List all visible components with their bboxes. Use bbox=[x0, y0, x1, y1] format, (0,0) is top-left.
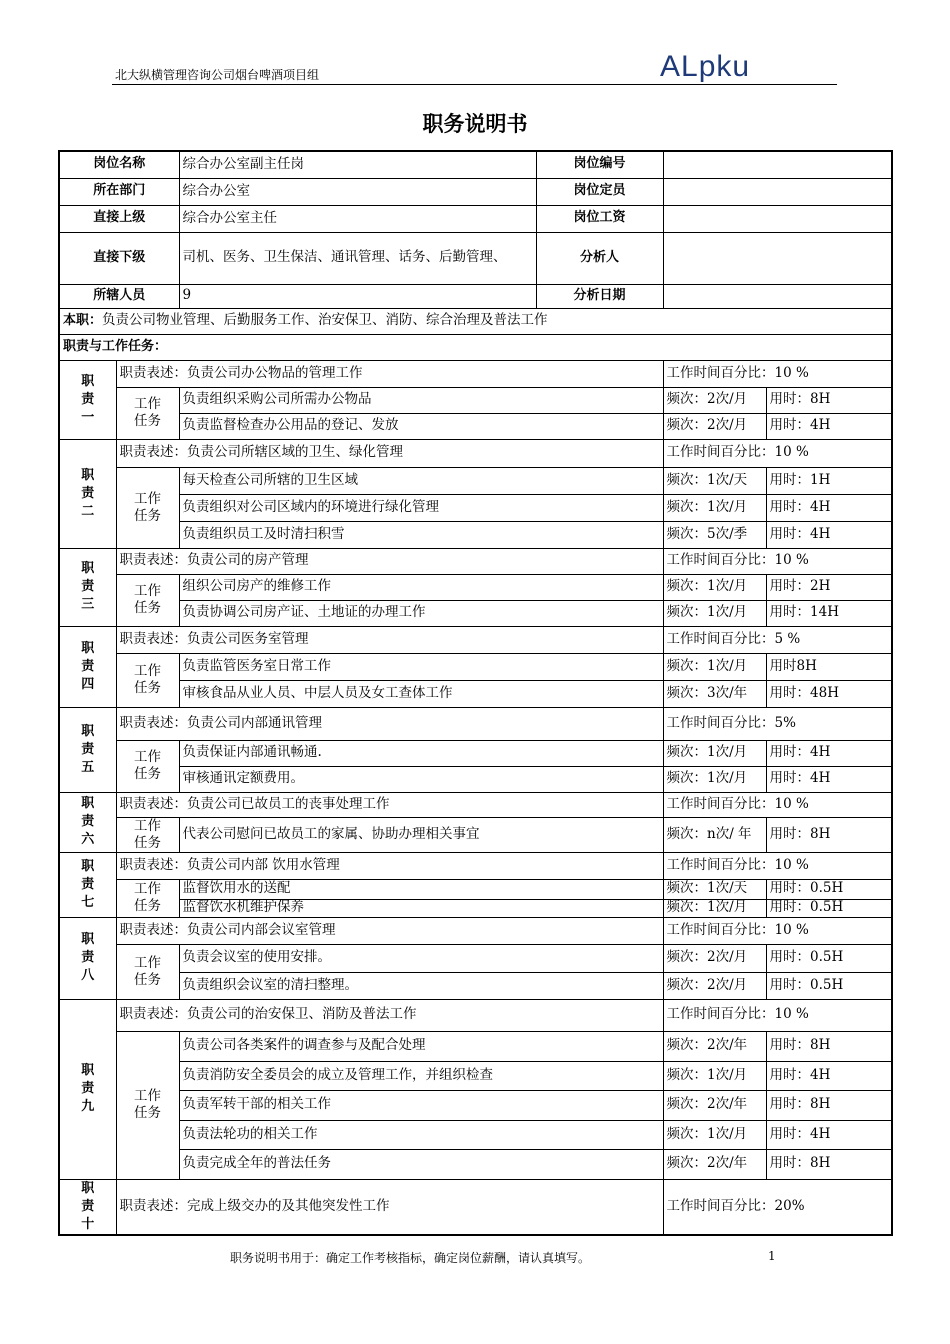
task-text: 每天检查公司所辖的卫生区域 bbox=[179, 467, 663, 494]
duty-description: 职责表述：负责公司内部会议室管理 bbox=[116, 917, 663, 944]
task-text: 负责保证内部通讯畅通. bbox=[179, 740, 663, 766]
duty-label bbox=[59, 852, 116, 917]
info-row bbox=[59, 284, 892, 308]
task-row bbox=[59, 680, 892, 707]
task-row bbox=[59, 413, 892, 439]
task-frequency: 频次：3次/年 bbox=[663, 680, 766, 707]
position-no-value bbox=[663, 151, 892, 178]
duty-summary-label: 本职： bbox=[63, 313, 103, 329]
duty-percentage: 工作时间百分比：10 % bbox=[663, 439, 892, 467]
work-task-label-text: 工作任务 bbox=[134, 1088, 161, 1121]
task-row bbox=[59, 972, 892, 999]
task-time: 用时8H bbox=[766, 653, 892, 680]
duty-label bbox=[59, 360, 116, 439]
duty-description: 职责表述：完成上级交办的及其他突发性工作 bbox=[116, 1179, 663, 1235]
duty-label bbox=[59, 999, 116, 1179]
duties-header: 职责与工作任务： bbox=[59, 334, 892, 360]
task-row bbox=[59, 574, 892, 600]
task-text: 负责法轮功的相关工作 bbox=[179, 1120, 663, 1149]
task-frequency: 频次：1次/月 bbox=[663, 1120, 766, 1149]
duty-percentage: 工作时间百分比：10 % bbox=[663, 917, 892, 944]
task-time: 用时：0.5H bbox=[766, 899, 892, 917]
task-frequency: 频次：n次/ 年 bbox=[663, 817, 766, 852]
work-task-label-text: 工作任务 bbox=[134, 954, 161, 988]
task-time: 用时：14H bbox=[766, 600, 892, 626]
task-time: 用时：0.5H bbox=[766, 879, 892, 899]
duty-label bbox=[59, 548, 116, 626]
work-task-label-text: 工作任务 bbox=[134, 749, 161, 782]
duty-description: 职责表述：负责公司已故员工的丧事处理工作 bbox=[116, 792, 663, 817]
duty-summary-row bbox=[59, 308, 892, 334]
work-task-label-text: 工作任务 bbox=[134, 583, 161, 616]
task-frequency: 频次：1次/月 bbox=[663, 740, 766, 766]
task-text: 负责协调公司房产证、土地证的办理工作 bbox=[179, 600, 663, 626]
task-time: 用时：4H bbox=[766, 413, 892, 439]
task-text: 监督饮水机维护保养 bbox=[179, 899, 663, 917]
work-task-label bbox=[116, 653, 179, 707]
task-row bbox=[59, 467, 892, 494]
company-logo: ALpku bbox=[660, 50, 751, 83]
duty-percentage: 工作时间百分比：10 % bbox=[663, 852, 892, 879]
task-row bbox=[59, 766, 892, 792]
subordinate-label: 直接下级 bbox=[59, 232, 179, 284]
task-frequency: 频次：2次/年 bbox=[663, 1149, 766, 1179]
subordinate-value: 司机、医务、卫生保洁、通讯管理、话务、后勤管理、 bbox=[179, 232, 536, 284]
task-time: 用时：4H bbox=[766, 766, 892, 792]
position-no-label: 岗位编号 bbox=[536, 151, 663, 178]
info-row bbox=[59, 178, 892, 205]
task-row bbox=[59, 600, 892, 626]
task-time: 用时：0.5H bbox=[766, 972, 892, 999]
task-row bbox=[59, 1120, 892, 1149]
task-frequency: 频次：2次/月 bbox=[663, 413, 766, 439]
duty-desc-row bbox=[59, 792, 892, 817]
task-time: 用时：8H bbox=[766, 817, 892, 852]
duty-label bbox=[59, 917, 116, 999]
task-time: 用时：8H bbox=[766, 387, 892, 413]
work-task-label bbox=[116, 387, 179, 439]
duty-percentage: 工作时间百分比：20% bbox=[663, 1179, 892, 1235]
work-task-label bbox=[116, 1031, 179, 1179]
duty-desc-row bbox=[59, 626, 892, 653]
quota-value bbox=[663, 178, 892, 205]
task-frequency: 频次：1次/月 bbox=[663, 653, 766, 680]
task-row bbox=[59, 1090, 892, 1120]
task-row bbox=[59, 521, 892, 548]
staff-value: 9 bbox=[179, 284, 536, 308]
task-text: 负责监管医务室日常工作 bbox=[179, 653, 663, 680]
task-text: 负责完成全年的普法任务 bbox=[179, 1149, 663, 1179]
task-text: 负责组织员工及时清扫积雪 bbox=[179, 521, 663, 548]
duty-percentage: 工作时间百分比：10 % bbox=[663, 792, 892, 817]
analyst-label: 分析人 bbox=[536, 232, 663, 284]
duty-desc-row bbox=[59, 360, 892, 387]
duty-desc-row bbox=[59, 1179, 892, 1235]
salary-value bbox=[663, 205, 892, 232]
task-row bbox=[59, 944, 892, 972]
duty-label-text: 职责九 bbox=[81, 1063, 95, 1114]
task-row bbox=[59, 387, 892, 413]
duty-description: 职责表述：负责公司办公物品的管理工作 bbox=[116, 360, 663, 387]
duty-description: 职责表述：负责公司的房产管理 bbox=[116, 548, 663, 574]
duty-label bbox=[59, 1179, 116, 1235]
duty-description: 职责表述：负责公司的治安保卫、消防及普法工作 bbox=[116, 999, 663, 1031]
task-text: 监督饮用水的送配 bbox=[179, 879, 663, 899]
task-frequency: 频次：2次/月 bbox=[663, 944, 766, 972]
task-time: 用时：0.5H bbox=[766, 944, 892, 972]
page-number: 1 bbox=[768, 1249, 776, 1263]
task-frequency: 频次：1次/月 bbox=[663, 766, 766, 792]
header-divider bbox=[112, 84, 837, 85]
duty-label-text: 职责六 bbox=[81, 796, 95, 847]
duty-description: 职责表述：负责公司所辖区域的卫生、绿化管理 bbox=[116, 439, 663, 467]
duty-label-text: 职责一 bbox=[81, 373, 95, 425]
dept-label: 所在部门 bbox=[59, 178, 179, 205]
duties-header-row bbox=[59, 334, 892, 360]
task-row bbox=[59, 817, 892, 852]
work-task-label bbox=[116, 944, 179, 999]
work-task-label-text: 工作任务 bbox=[134, 490, 161, 524]
task-row bbox=[59, 899, 892, 917]
footer-note: 职务说明书用于：确定工作考核指标，确定岗位薪酬，请认真填写。 bbox=[230, 1251, 591, 1265]
duty-label-text: 职责七 bbox=[81, 858, 95, 910]
task-time: 用时：8H bbox=[766, 1031, 892, 1061]
work-task-label bbox=[116, 467, 179, 548]
info-row bbox=[59, 205, 892, 232]
salary-label: 岗位工资 bbox=[536, 205, 663, 232]
task-text: 负责组织会议室的清扫整理。 bbox=[179, 972, 663, 999]
task-frequency: 频次：2次/年 bbox=[663, 1031, 766, 1061]
task-frequency: 频次：1次/月 bbox=[663, 1061, 766, 1090]
duty-label bbox=[59, 439, 116, 548]
duty-desc-row bbox=[59, 999, 892, 1031]
quota-label: 岗位定员 bbox=[536, 178, 663, 205]
task-frequency: 频次：5次/季 bbox=[663, 521, 766, 548]
task-row bbox=[59, 879, 892, 899]
task-frequency: 频次：1次/月 bbox=[663, 600, 766, 626]
duty-description: 职责表述：负责公司医务室管理 bbox=[116, 626, 663, 653]
task-text: 审核通讯定额费用。 bbox=[179, 766, 663, 792]
task-frequency: 频次：2次/年 bbox=[663, 1090, 766, 1120]
task-frequency: 频次：2次/月 bbox=[663, 972, 766, 999]
task-text: 负责组织采购公司所需办公物品 bbox=[179, 387, 663, 413]
duty-desc-row bbox=[59, 707, 892, 740]
info-row bbox=[59, 151, 892, 178]
position-name-value: 综合办公室副主任岗 bbox=[179, 151, 536, 178]
duty-label-text: 职责三 bbox=[81, 561, 95, 612]
task-row bbox=[59, 740, 892, 766]
position-name-label: 岗位名称 bbox=[59, 151, 179, 178]
task-time: 用时：4H bbox=[766, 1120, 892, 1149]
duty-percentage: 工作时间百分比：10 % bbox=[663, 548, 892, 574]
task-time: 用时：4H bbox=[766, 1061, 892, 1090]
task-frequency: 频次：1次/天 bbox=[663, 879, 766, 899]
task-row bbox=[59, 1149, 892, 1179]
date-value bbox=[663, 284, 892, 308]
staff-label: 所辖人员 bbox=[59, 284, 179, 308]
duty-desc-row bbox=[59, 852, 892, 879]
task-text: 负责消防安全委员会的成立及管理工作，并组织检查 bbox=[179, 1061, 663, 1090]
analyst-value bbox=[663, 232, 892, 284]
task-text: 负责军转干部的相关工作 bbox=[179, 1090, 663, 1120]
duty-desc-row bbox=[59, 439, 892, 467]
task-row bbox=[59, 494, 892, 521]
task-time: 用时：48H bbox=[766, 680, 892, 707]
task-time: 用时：8H bbox=[766, 1090, 892, 1120]
work-task-label-text: 工作任务 bbox=[134, 881, 161, 914]
duty-percentage: 工作时间百分比：10 % bbox=[663, 360, 892, 387]
date-label: 分析日期 bbox=[536, 284, 663, 308]
task-time: 用时：4H bbox=[766, 740, 892, 766]
work-task-label bbox=[116, 879, 179, 917]
duty-label bbox=[59, 626, 116, 707]
task-row bbox=[59, 1031, 892, 1061]
task-text: 负责组织对公司区域内的环境进行绿化管理 bbox=[179, 494, 663, 521]
page-title: 职务说明书 bbox=[422, 112, 528, 136]
superior-label: 直接上级 bbox=[59, 205, 179, 232]
task-time: 用时：8H bbox=[766, 1149, 892, 1179]
duty-summary bbox=[59, 308, 892, 334]
task-row bbox=[59, 653, 892, 680]
info-row bbox=[59, 232, 892, 284]
duty-label-text: 职责十 bbox=[81, 1180, 95, 1232]
duty-percentage: 工作时间百分比：5% bbox=[663, 707, 892, 740]
work-task-label bbox=[116, 574, 179, 626]
task-time: 用时：4H bbox=[766, 521, 892, 548]
task-text: 审核食品从业人员、中层人员及女工查体工作 bbox=[179, 680, 663, 707]
superior-value: 综合办公室主任 bbox=[179, 205, 536, 232]
task-time: 用时：1H bbox=[766, 467, 892, 494]
header-org: 北大纵横管理咨询公司烟台啤酒项目组 bbox=[115, 68, 320, 82]
task-frequency: 频次：1次/天 bbox=[663, 467, 766, 494]
duty-description: 职责表述：负责公司内部通讯管理 bbox=[116, 707, 663, 740]
work-task-label-text: 工作任务 bbox=[134, 817, 161, 851]
task-row bbox=[59, 1061, 892, 1090]
work-task-label-text: 工作任务 bbox=[134, 396, 161, 429]
task-frequency: 频次：1次/月 bbox=[663, 899, 766, 917]
task-text: 代表公司慰问已故员工的家属、协助办理相关事宜 bbox=[179, 817, 663, 852]
duty-percentage: 工作时间百分比：5 % bbox=[663, 626, 892, 653]
duty-label bbox=[59, 792, 116, 852]
task-text: 负责公司各类案件的调查参与及配合处理 bbox=[179, 1031, 663, 1061]
work-task-label bbox=[116, 740, 179, 792]
task-frequency: 频次：1次/月 bbox=[663, 494, 766, 521]
duty-desc-row bbox=[59, 548, 892, 574]
task-text: 组织公司房产的维修工作 bbox=[179, 574, 663, 600]
dept-value: 综合办公室 bbox=[179, 178, 536, 205]
work-task-label bbox=[116, 817, 179, 852]
job-description-table bbox=[58, 150, 893, 1236]
duty-label-text: 职责五 bbox=[81, 723, 95, 775]
duty-summary-text: 负责公司物业管理、后勤服务工作、治安保卫、消防、综合治理及普法工作 bbox=[102, 312, 548, 329]
task-frequency: 频次：1次/月 bbox=[663, 574, 766, 600]
duty-desc-row bbox=[59, 917, 892, 944]
task-text: 负责会议室的使用安排。 bbox=[179, 944, 663, 972]
task-frequency: 频次：2次/月 bbox=[663, 387, 766, 413]
duty-label-text: 职责八 bbox=[81, 932, 95, 983]
duty-description: 职责表述：负责公司内部 饮用水管理 bbox=[116, 852, 663, 879]
work-task-label-text: 工作任务 bbox=[134, 663, 161, 696]
duty-label-text: 职责二 bbox=[81, 467, 95, 519]
task-time: 用时：2H bbox=[766, 574, 892, 600]
duty-label bbox=[59, 707, 116, 792]
task-text: 负责监督检查办公用品的登记、发放 bbox=[179, 413, 663, 439]
task-time: 用时：4H bbox=[766, 494, 892, 521]
duty-label-text: 职责四 bbox=[81, 640, 95, 692]
duty-percentage: 工作时间百分比：10 % bbox=[663, 999, 892, 1031]
